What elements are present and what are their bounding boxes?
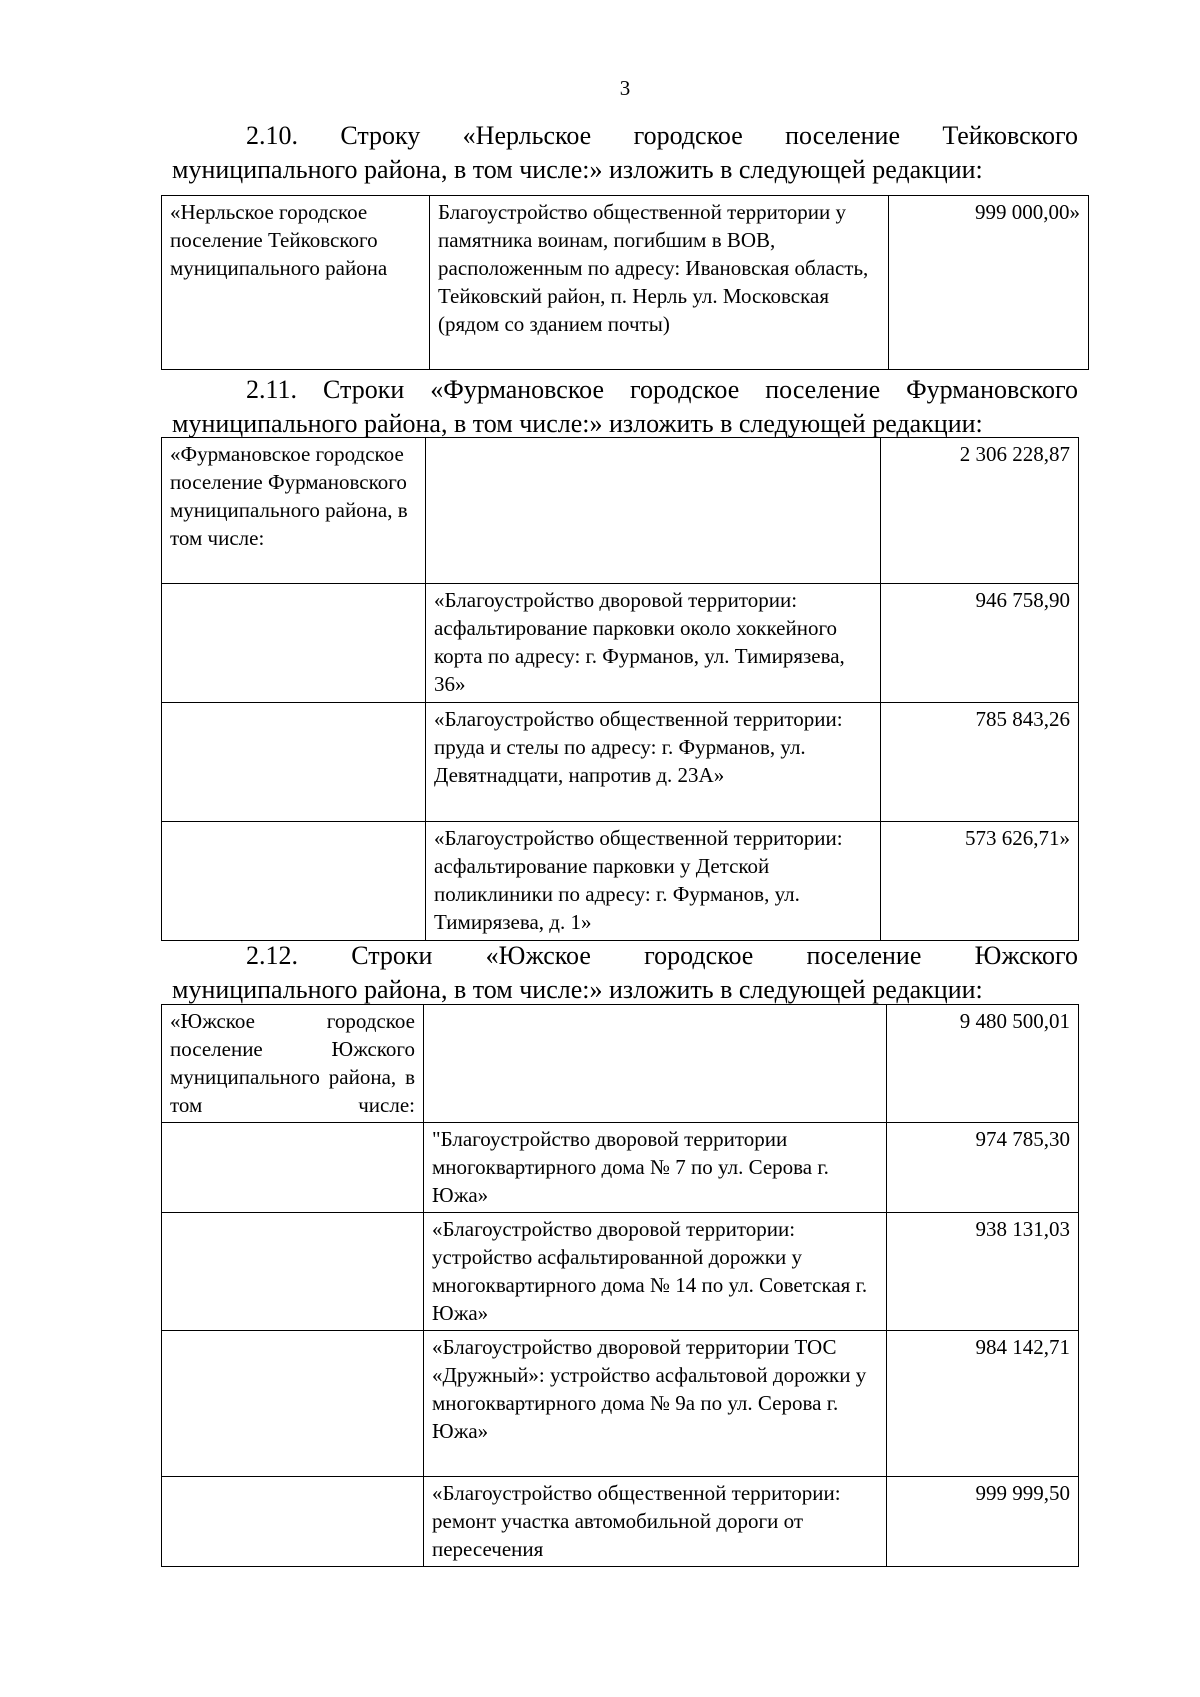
name-cell (162, 1123, 424, 1213)
section-heading-2-10 (172, 119, 1078, 187)
settlement-name: «Южское городское поселение Южского муниципального района, в том числе: (170, 1009, 415, 1117)
project-description: «Благоустройство дворовой территории: асфальтирование парковки около хоккейного корта по адресу: г. Фурманов, ул. Тимирязева, 36» (434, 588, 845, 696)
name-cell (162, 1331, 424, 1477)
amount-cell (881, 822, 1079, 941)
amount-cell (887, 1331, 1079, 1477)
description-cell (430, 196, 889, 370)
amount-value: 573 626,71» (965, 826, 1070, 850)
section-heading-2-11 (172, 373, 1078, 441)
amount-value: 946 758,90 (975, 588, 1070, 612)
table-row (162, 1477, 1079, 1567)
name-cell (162, 1477, 424, 1567)
name-cell (162, 703, 426, 822)
amount-value: 999 000,00» (975, 200, 1080, 224)
amount-value: 999 999,50 (975, 1481, 1070, 1505)
table-2-10 (161, 195, 1089, 370)
description-cell (426, 703, 881, 822)
section-heading-line2: муниципального района, в том числе:» изложить в следующей редакции: (172, 409, 983, 438)
table-row (162, 1123, 1079, 1213)
amount-cell (881, 703, 1079, 822)
project-description: «Благоустройство общественной территории: асфальтирование парковки у Детской поликлиники по адресу: г. Фурманов, ул. Тимирязева, д. 1» (434, 826, 843, 934)
section-heading-line1: 2.12. Строки «Южское городское поселение Южского (246, 941, 1078, 970)
amount-value: 984 142,71 (975, 1335, 1070, 1359)
amount-cell (887, 1477, 1079, 1567)
amount-cell (887, 1213, 1079, 1331)
table-2-11 (161, 437, 1079, 941)
project-description: «Благоустройство дворовой территории: устройство асфальтированной дорожки у многоквартирного дома № 14 по ул. Советская г. Южа» (432, 1217, 868, 1325)
project-description: "Благоустройство дворовой территории многоквартирного дома № 7 по ул. Серова г. Южа» (432, 1127, 829, 1207)
table-2-12 (161, 1004, 1079, 1567)
name-cell (162, 584, 426, 703)
table-row (162, 438, 1079, 584)
section-heading-line2: муниципального района, в том числе:» изложить в следующей редакции: (172, 975, 983, 1004)
table-row (162, 822, 1079, 941)
table-row (162, 1005, 1079, 1123)
project-description: «Благоустройство общественной территории: ремонт участка автомобильной дороги от пересечения (432, 1481, 841, 1561)
description-cell (426, 438, 881, 584)
page-number: 3 (619, 76, 631, 100)
amount-cell (887, 1123, 1079, 1213)
settlement-name: «Нерльское городское поселение Тейковского муниципального района (170, 200, 388, 280)
name-cell (162, 822, 426, 941)
amount-value: 2 306 228,87 (959, 442, 1070, 466)
table-row (162, 1213, 1079, 1331)
section-heading-line1: 2.10. Строку «Нерльское городское поселение Тейковского (246, 121, 1078, 150)
name-cell (162, 438, 426, 584)
amount-value: 9 480 500,01 (959, 1009, 1070, 1033)
section-heading-line1: 2.11. Строки «Фурмановское городское поселение Фурмановского (246, 375, 1078, 404)
amount-cell (889, 196, 1089, 370)
settlement-name: «Фурмановское городское поселение Фурмановского муниципального района, в том числе: (170, 442, 408, 550)
section-heading-2-12 (172, 939, 1078, 1007)
amount-cell (881, 438, 1079, 584)
table-row (162, 584, 1079, 703)
table-row (162, 1331, 1079, 1477)
description-cell (424, 1477, 887, 1567)
project-description: «Благоустройство дворовой территории ТОС «Дружный»: устройство асфальтовой дорожки у многоквартирного дома № 9а по ул. Серова г. Южа» (432, 1335, 867, 1443)
section-heading-line2: муниципального района, в том числе:» изложить в следующей редакции: (172, 155, 983, 184)
description-cell (424, 1213, 887, 1331)
description-cell (424, 1331, 887, 1477)
name-cell (162, 1005, 424, 1123)
description-cell (424, 1123, 887, 1213)
project-description: Благоустройство общественной территории у памятника воинам, погибшим в ВОВ, расположенным по адресу: Ивановская область, Тейковский район, п. Нерль ул. Московская (рядом со зданием почты) (438, 200, 869, 336)
amount-value: 974 785,30 (975, 1127, 1070, 1151)
description-cell (426, 584, 881, 703)
amount-cell (881, 584, 1079, 703)
name-cell (162, 1213, 424, 1331)
table-row (162, 196, 1089, 370)
amount-value: 785 843,26 (975, 707, 1070, 731)
amount-value: 938 131,03 (975, 1217, 1070, 1241)
amount-cell (887, 1005, 1079, 1123)
name-cell (162, 196, 430, 370)
project-description: «Благоустройство общественной территории: пруда и стелы по адресу: г. Фурманов, ул. Девятнадцати, напротив д. 23А» (434, 707, 843, 787)
description-cell (424, 1005, 887, 1123)
table-row (162, 703, 1079, 822)
description-cell (426, 822, 881, 941)
